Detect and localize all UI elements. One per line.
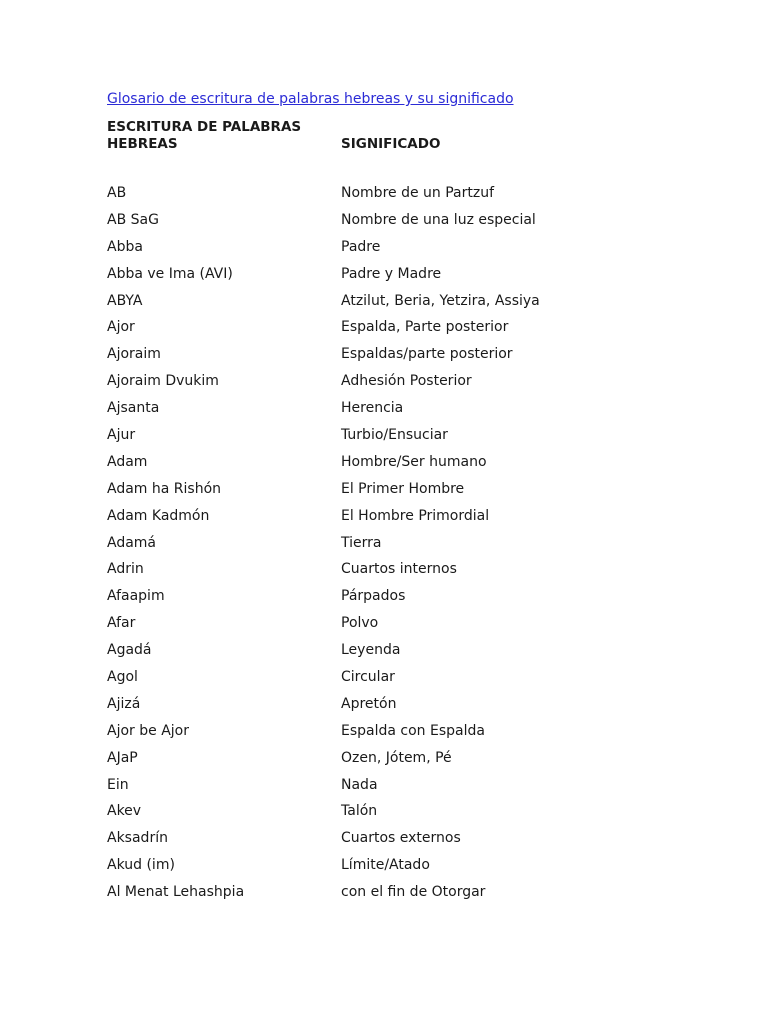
table-row	[107, 613, 667, 640]
table-row	[107, 344, 667, 371]
term-cell: Akud (im)	[107, 857, 175, 874]
table-header	[107, 119, 667, 155]
meaning-cell: con el fin de Otorgar	[341, 884, 486, 901]
meaning-cell: Límite/Atado	[341, 857, 430, 874]
meaning-cell: Padre	[341, 238, 381, 255]
table-row	[107, 667, 667, 694]
meaning-cell: El Primer Hombre	[341, 480, 465, 497]
term-cell: Agadá	[107, 642, 152, 659]
meaning-cell: Atzilut, Beria, Yetzira, Assiya	[341, 292, 540, 309]
table-row	[107, 371, 667, 398]
table-row	[107, 237, 667, 264]
meaning-cell: Leyenda	[341, 642, 401, 659]
term-cell: Ajoraim	[107, 346, 161, 363]
table-row	[107, 748, 667, 775]
document-page	[107, 89, 667, 909]
term-cell: Ajor	[107, 319, 135, 336]
meaning-cell: Talón	[341, 803, 378, 820]
table-row	[107, 452, 667, 479]
term-cell: Afaapim	[107, 588, 165, 605]
meaning-cell: Turbio/Ensuciar	[341, 427, 448, 444]
term-cell: Aksadrín	[107, 830, 168, 847]
table-row	[107, 640, 667, 667]
table-row	[107, 855, 667, 882]
term-cell: Ajur	[107, 427, 136, 444]
term-cell: Akev	[107, 803, 142, 820]
term-cell: Afar	[107, 615, 136, 632]
term-cell: Ajor be Ajor	[107, 722, 189, 739]
meaning-cell: Tierra	[341, 534, 382, 551]
table-row	[107, 721, 667, 748]
column-header-term-line1: ESCRITURA DE PALABRAS	[107, 119, 302, 135]
table-row	[107, 775, 667, 802]
table-row	[107, 506, 667, 533]
table-row	[107, 559, 667, 586]
table-row	[107, 533, 667, 560]
meaning-cell: Adhesión Posterior	[341, 373, 472, 390]
meaning-cell: Herencia	[341, 400, 404, 417]
table-row	[107, 586, 667, 613]
table-row	[107, 694, 667, 721]
meaning-cell: El Hombre Primordial	[341, 507, 490, 524]
meaning-cell: Apretón	[341, 695, 397, 712]
term-cell: Ajoraim Dvukim	[107, 373, 219, 390]
meaning-cell: Párpados	[341, 588, 406, 605]
table-row	[107, 479, 667, 506]
meaning-cell: Ozen, Jótem, Pé	[341, 749, 452, 766]
table-row	[107, 801, 667, 828]
meaning-cell: Nada	[341, 776, 378, 793]
term-cell: Agol	[107, 669, 138, 686]
table-row	[107, 291, 667, 318]
term-cell: AB	[107, 185, 127, 201]
meaning-cell: Espaldas/parte posterior	[341, 346, 513, 363]
term-cell: AB SaG	[107, 211, 159, 228]
term-cell: Abba	[107, 238, 143, 255]
column-header-term	[107, 119, 337, 153]
glossary-title-link[interactable]: Glosario de escritura de palabras hebreas y su significado	[107, 91, 514, 107]
column-header-term-line2: HEBREAS	[107, 136, 178, 152]
meaning-cell: Nombre de un Partzuf	[341, 185, 495, 201]
table-row	[107, 210, 667, 237]
term-cell: Adam Kadmón	[107, 507, 210, 524]
meaning-cell: Nombre de una luz especial	[341, 211, 536, 228]
term-cell: Ajsanta	[107, 400, 160, 417]
table-row	[107, 317, 667, 344]
meaning-cell: Cuartos externos	[341, 830, 461, 847]
term-cell: Adam ha Rishón	[107, 480, 222, 497]
term-cell: Adrin	[107, 561, 144, 578]
meaning-cell: Espalda con Espalda	[341, 722, 485, 739]
table-row	[107, 264, 667, 291]
meaning-cell: Polvo	[341, 615, 379, 632]
term-cell: Adamá	[107, 534, 157, 551]
term-cell: AJaP	[107, 749, 138, 766]
term-cell: Al Menat Lehashpia	[107, 884, 245, 901]
meaning-cell: Espalda, Parte posterior	[341, 319, 509, 336]
table-row	[107, 183, 667, 210]
glossary-list	[107, 183, 667, 909]
column-header-meaning: SIGNIFICADO	[341, 136, 441, 152]
table-row	[107, 398, 667, 425]
meaning-cell: Cuartos internos	[341, 561, 457, 578]
term-cell: Adam	[107, 453, 148, 470]
meaning-cell: Circular	[341, 669, 395, 686]
term-cell: Abba ve Ima (AVI)	[107, 265, 233, 282]
term-cell: ABYA	[107, 292, 143, 309]
term-cell: Ajizá	[107, 695, 141, 712]
table-row	[107, 425, 667, 452]
table-row	[107, 828, 667, 855]
term-cell: Ein	[107, 776, 129, 793]
table-row	[107, 882, 667, 909]
meaning-cell: Hombre/Ser humano	[341, 453, 487, 470]
meaning-cell: Padre y Madre	[341, 265, 442, 282]
